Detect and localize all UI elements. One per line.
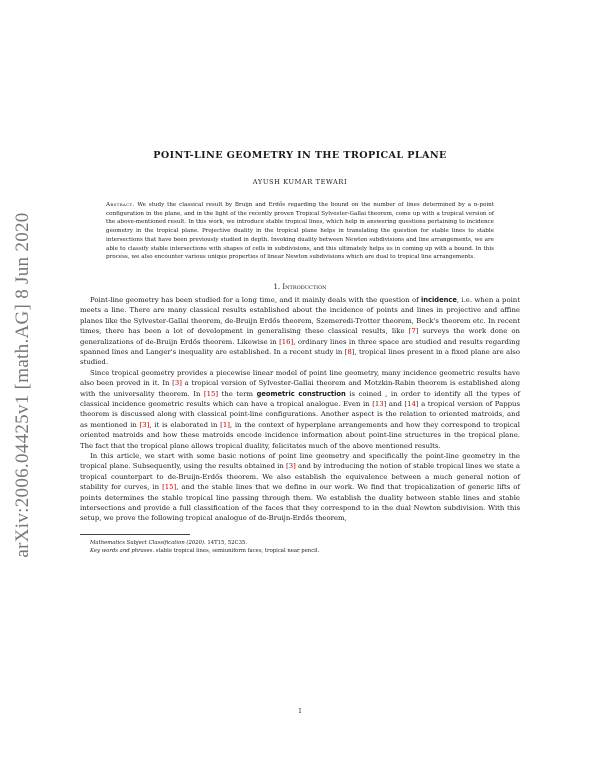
abstract-label: Abstract. <box>106 202 135 208</box>
page-number: 1 <box>298 708 302 715</box>
arxiv-stamp <box>8 200 38 570</box>
citation-link[interactable]: [14] <box>404 399 419 408</box>
keyword-incidence: incidence <box>420 295 457 304</box>
text-run: is coined , in order to identify all the types of classical incidence geometric results which can have a tropical analogue. Even in <box>80 389 520 408</box>
text-run: , ordinary lines in three space are studied and results regarding spanned lines and Langer's inequality are established. In a recent study in <box>80 337 520 356</box>
keyword-geometric-construction: geometric construction <box>256 389 346 398</box>
text-run: the term <box>218 389 257 398</box>
citation-link[interactable]: [15] <box>203 389 219 398</box>
citation-link[interactable]: [8] <box>344 347 355 356</box>
keywords-label: Key words and phrases. <box>90 548 155 555</box>
section-heading <box>80 283 520 291</box>
text-run: , tropical lines present in a fixed plane are also studied. <box>80 347 520 367</box>
paragraph-3 <box>80 451 520 524</box>
text-run: , in the context of hyperplane arrangements and how they correspond to tropical oriented matroids and how these matroids encode incidence information about point-line structures in the tropical plane. The fact that the tropical plane allows tropical duality, felicitates much of the above mentioned results. <box>80 420 520 450</box>
arxiv-stamp-text: arXiv:2006.04425v1 [math.AG] 8 Jun 2020 <box>12 212 33 558</box>
text-run: Since tropical geometry provides a piecewise linear model of point line geometry, many incidence geometric results have also been proved in it. In <box>80 368 520 388</box>
text-run: and <box>386 399 405 408</box>
author-name: AYUSH KUMAR TEWARI <box>252 178 348 186</box>
text-run: a tropical version of Pappus theorem is discussed along with classical point-line configurations. Another aspect is the relation to oriented matroids, and as mentioned in <box>80 399 520 429</box>
text-run: , it is elaborated in <box>149 420 221 429</box>
paper-title: POINT-LINE GEOMETRY IN THE TROPICAL PLANE <box>153 150 447 161</box>
text-run: , and the stable lines that we define in our work. We find that tropicalization of generic lifts of points determines the stable tropical line passing through them. We establish the duality between stable lines and stable intersections and provide a full classification of the faces that they correspond to in the dual Newton subdivision. With this setup, we prove the following tropical analogue of de-Bruijn-Erdős theorem, <box>80 483 520 523</box>
citation-link[interactable]: [13] <box>372 399 387 408</box>
text-run: surveys the work done on generalizations of de-Bruijn Erdős theorem. Likewise in <box>80 327 520 346</box>
paragraph-2 <box>80 368 520 451</box>
citation-link[interactable]: [3] <box>286 462 296 471</box>
text-run: a tropical version of Sylvester-Gallai theorem and Motzkin-Rabin theorem is established along with the universality theorem. In <box>80 379 520 398</box>
citation-link[interactable]: [16] <box>279 337 294 346</box>
citation-link[interactable]: [7] <box>408 327 419 336</box>
footnote-keywords <box>80 547 520 556</box>
msc-label: Mathematics Subject Classification (2020). <box>90 539 206 546</box>
section-title: Introduction <box>282 282 327 291</box>
text-run: In this article, we start with some basic notions of point line geometry and specifically the point-line geometry in the tropical plane. Subsequently, using the results obtained in <box>80 452 520 471</box>
footnote-msc <box>80 539 520 548</box>
msc-codes: 14T15, 52C35. <box>205 539 247 546</box>
citation-link[interactable]: [3] <box>172 379 182 388</box>
abstract-text: We study the classical result by Bruijn and Erdős regarding the bound on the number of lines determined by a n-point configuration in the plane, and in the light of the recently proven Tropical Sylvester-Gallai theorem, come up with a tropical version of the above-mentioned result. In this work, we introduce stable tropical lines, which help in answering questions pertaining to incidence geometry in the tropical plane. Projective duality in the tropical plane helps in translating the question for stable lines to stable intersections that have been previously studied in depth. Invoking duality between Newton subdivisions and line arrangements, we are able to classify stable intersections with shapes of cells in subdivisions, and this ultimately helps us in coming up with a bound. In this process, we also encounter various unique properties of linear Newton subdivisions which are dual to tropical line arrangements. <box>106 202 494 261</box>
paragraph-1 <box>80 295 520 368</box>
abstract <box>106 201 494 262</box>
citation-link[interactable]: [1] <box>220 420 230 429</box>
citation-link[interactable]: [15] <box>162 483 177 492</box>
text-run: , i.e. when a point meets a line. There are many classical results established about the incidence of points and lines in projective and affine planes like the Sylvester-Gallai theorem, de-Bruijn Erdős theorem, Szemeredi-Trotter theorem, Beck's theorem etc. In recent times, there has been a lot of development in generalising these classical results, like <box>80 295 520 336</box>
text-run: and by introducing the notion of stable tropical lines we state a tropical counterpart to de-Bruijn-Erdős theorem. We also establish the equivalence between a much general notion of stability for curves, in <box>80 462 521 492</box>
section-number: 1. <box>273 282 281 291</box>
keywords-text: stable tropical lines, semiuniform faces, tropical near pencil. <box>154 548 320 555</box>
citation-link[interactable]: [3] <box>139 420 150 429</box>
footnote-rule <box>80 534 190 535</box>
text-run: Point-line geometry has been studied for a long time, and it mainly deals with the question of <box>90 295 421 304</box>
paper-page <box>80 150 520 556</box>
